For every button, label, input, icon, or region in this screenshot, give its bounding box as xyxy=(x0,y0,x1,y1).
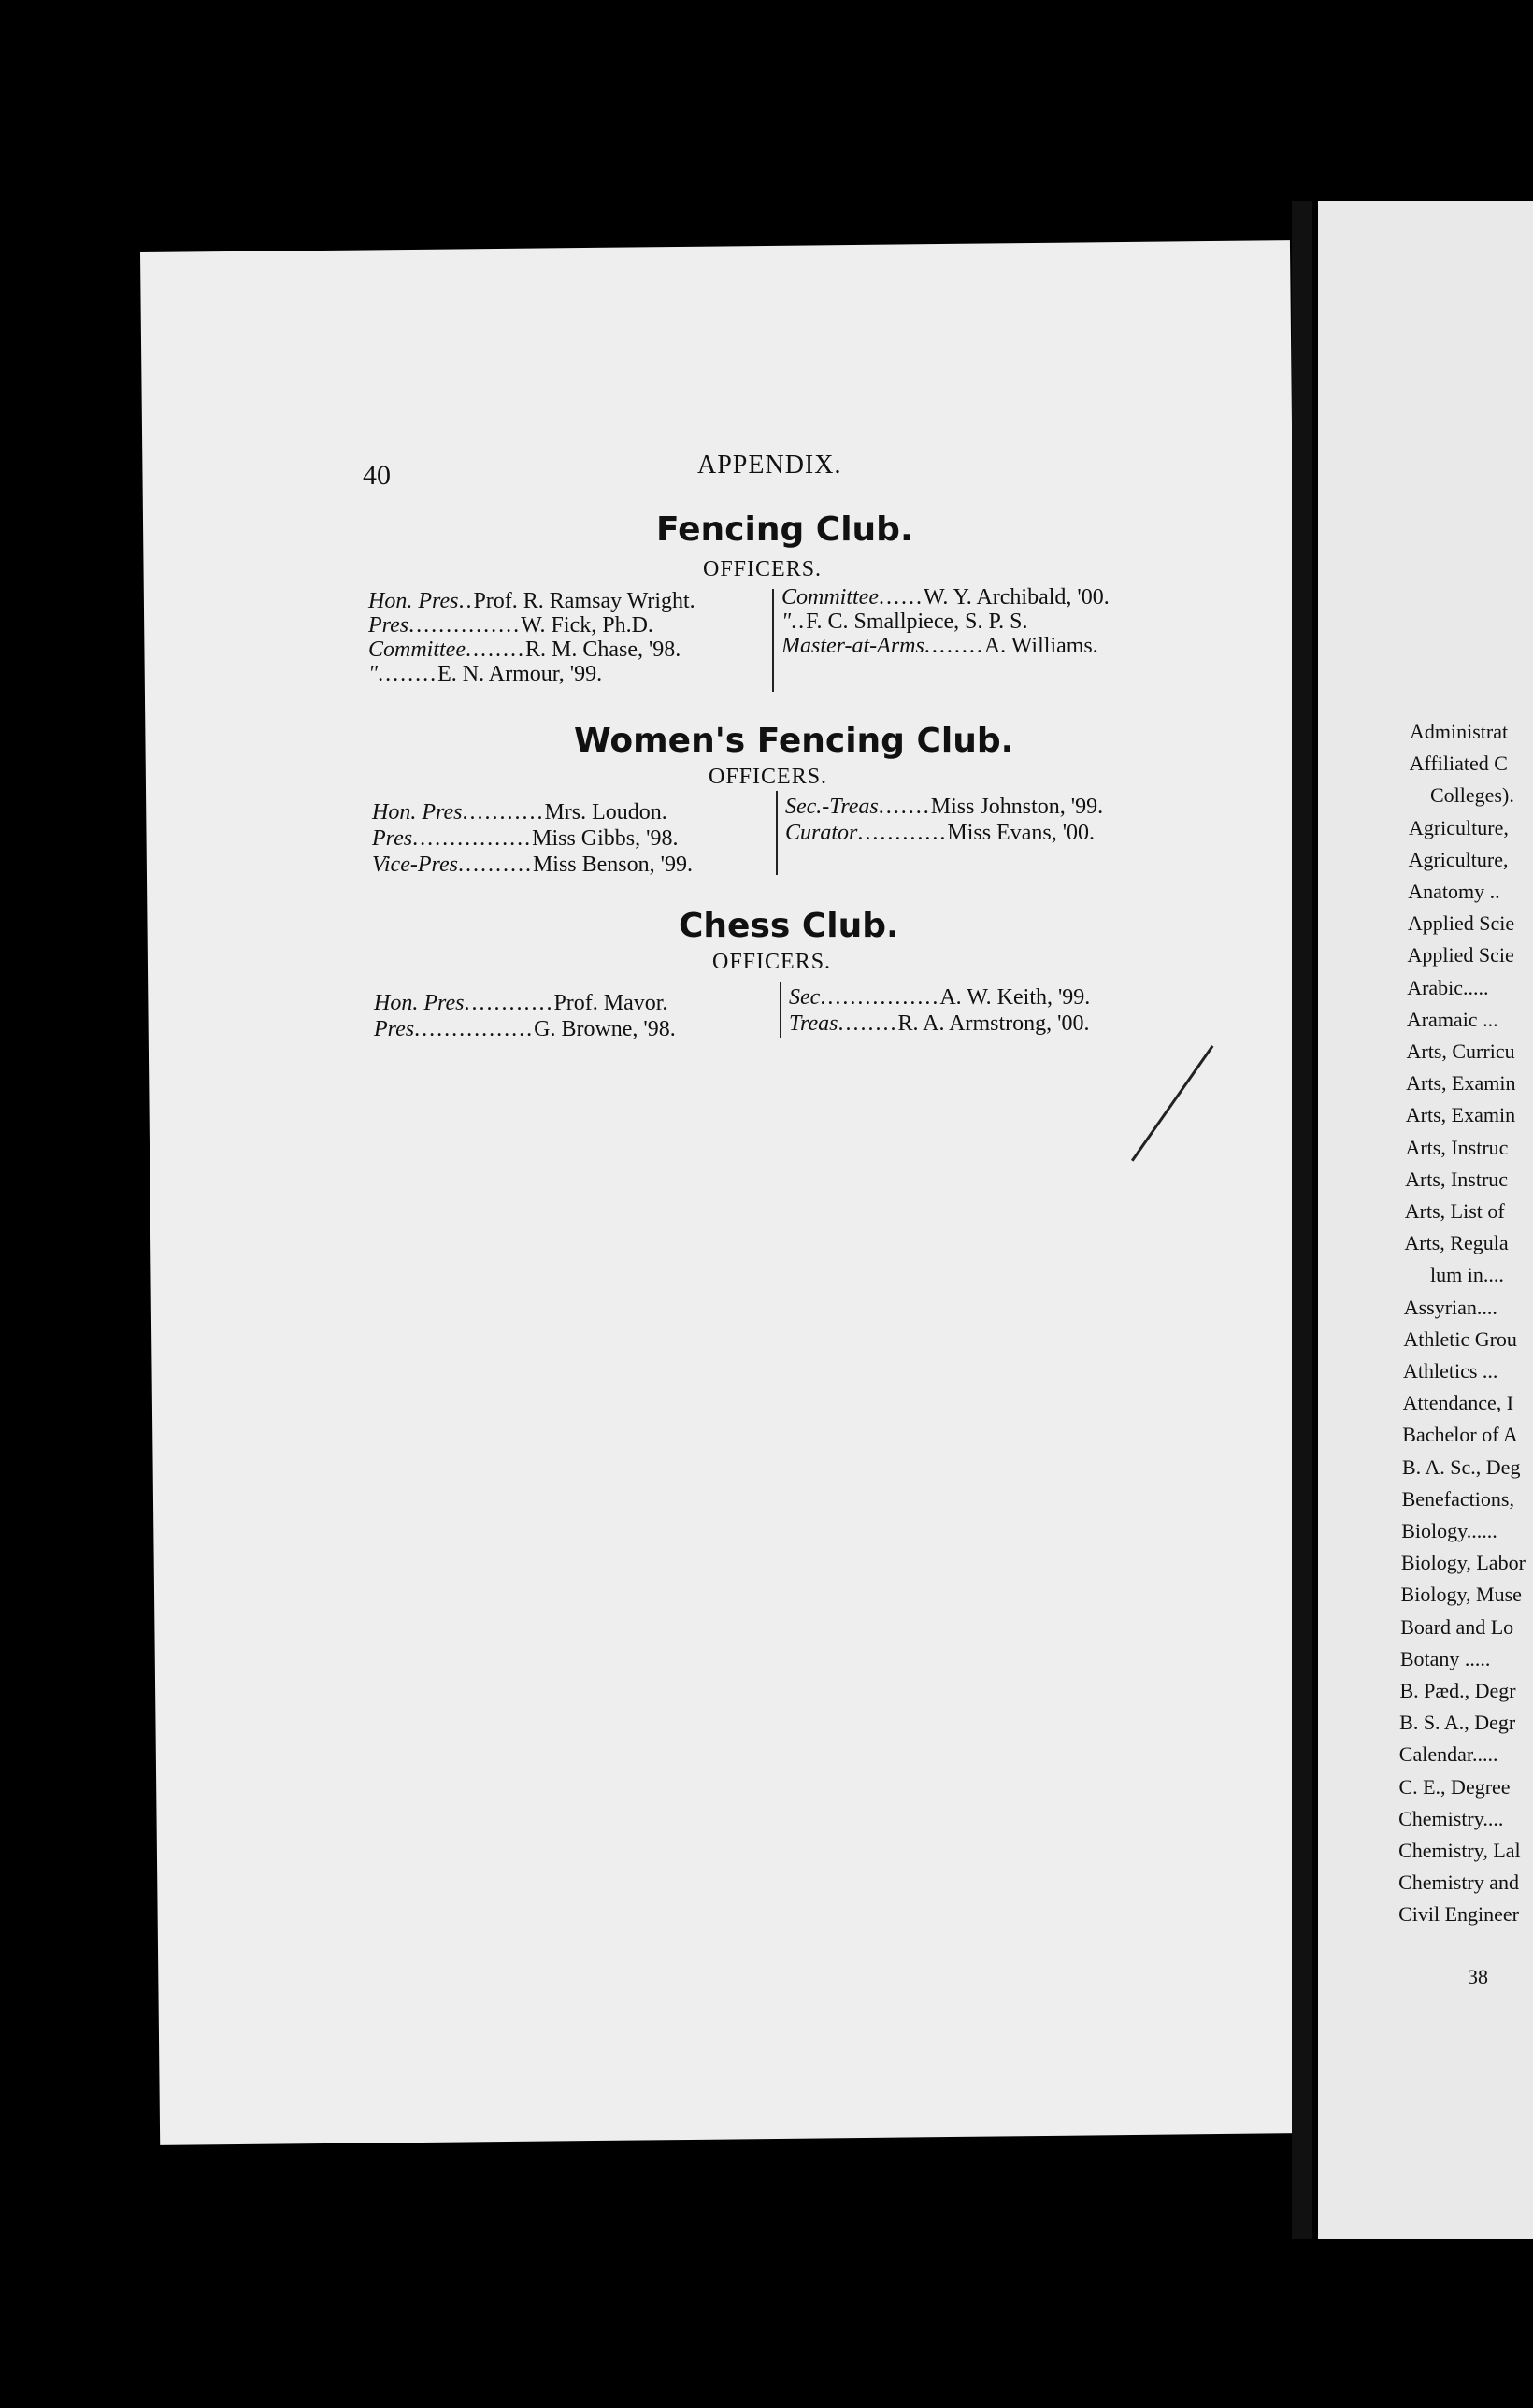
index-item: Arts, Instruc xyxy=(1405,1167,1509,1191)
index-item: B. Pæd., Degr xyxy=(1399,1679,1516,1702)
index-item: Arts, Examin xyxy=(1405,1103,1516,1127)
index-item: Anatomy .. xyxy=(1408,880,1500,903)
womens-left-row xyxy=(372,826,678,852)
dot-leader: ............ xyxy=(464,991,554,1015)
index-item: Attendance, I xyxy=(1402,1391,1514,1415)
dot-leader: ............... xyxy=(408,613,522,638)
index-item: Applied Scie xyxy=(1407,911,1515,936)
index-item: Bachelor of A xyxy=(1402,1423,1518,1447)
fencing-club-title: Fencing Club. xyxy=(656,510,913,549)
index-item: Assyrian.... xyxy=(1403,1295,1497,1319)
officer-name: Miss Evans, '00. xyxy=(947,821,1096,845)
index-item: Affiliated C xyxy=(1409,752,1508,776)
womens-officers-heading: OFFICERS. xyxy=(709,765,828,789)
running-head: APPENDIX. xyxy=(697,451,842,480)
index-item: Arts, Curricu xyxy=(1406,1039,1515,1063)
womens-fencing-club-title: Women's Fencing Club. xyxy=(574,722,1014,760)
role-label: " xyxy=(368,662,379,686)
index-item: Applied Scie xyxy=(1407,943,1514,968)
index-item: Board and Lo xyxy=(1400,1614,1514,1639)
book-spine xyxy=(1292,201,1312,2239)
right-page-number: 38 xyxy=(1468,1965,1488,1988)
chess-right-row xyxy=(789,1011,1089,1037)
index-item: Benefactions, xyxy=(1401,1486,1514,1511)
officer-name: R. A. Armstrong, '00. xyxy=(897,1011,1090,1036)
role-label: Vice-Pres xyxy=(372,853,458,877)
chess-right-row xyxy=(789,985,1090,1010)
role-label: Hon. Pres xyxy=(374,991,465,1015)
fencing-left-row xyxy=(368,638,681,663)
officer-name: A. W. Keith, '99. xyxy=(939,985,1091,1010)
role-label: Committee xyxy=(781,585,879,609)
index-item: lum in.... xyxy=(1430,1263,1504,1287)
chess-left-row xyxy=(374,991,667,1016)
officer-name: W. Fick, Ph.D. xyxy=(521,613,653,638)
index-item: Biology, Muse xyxy=(1400,1583,1522,1607)
role-label: Hon. Pres xyxy=(368,589,459,613)
officer-name: Mrs. Loudon. xyxy=(544,800,667,824)
officer-name: W. Y. Archibald, '00. xyxy=(923,585,1110,609)
role-label: Pres xyxy=(374,1017,415,1041)
chess-column-divider xyxy=(780,982,781,1038)
fencing-left-row xyxy=(368,662,602,687)
dot-leader: ............ xyxy=(857,821,948,845)
dot-leader: .......... xyxy=(457,853,533,877)
index-item: Botany ..... xyxy=(1399,1646,1491,1670)
index-item: C. E., Degree xyxy=(1398,1774,1511,1799)
dot-leader: ........ xyxy=(465,638,525,662)
index-item: Biology...... xyxy=(1401,1519,1497,1542)
officer-name: E. N. Armour, '99. xyxy=(437,662,603,686)
index-item: Athletics ... xyxy=(1403,1359,1498,1383)
officer-name: G. Browne, '98. xyxy=(534,1017,676,1041)
index-item: Arts, Examin xyxy=(1406,1071,1516,1096)
fencing-column-divider xyxy=(772,589,774,692)
index-item: Colleges). xyxy=(1430,783,1514,808)
role-label: " xyxy=(781,609,792,634)
role-label: Curator xyxy=(785,821,858,845)
womens-left-row xyxy=(372,853,693,878)
officer-name: A. Williams. xyxy=(983,634,1098,658)
index-item: Chemistry and xyxy=(1398,1870,1520,1895)
dot-leader: ........ xyxy=(378,662,438,686)
dot-leader: ................ xyxy=(414,1017,535,1041)
dot-leader: ........ xyxy=(924,634,984,658)
dot-leader: ................ xyxy=(820,985,940,1010)
index-item: B. S. A., Degr xyxy=(1399,1711,1516,1735)
officer-name: Miss Gibbs, '98. xyxy=(532,826,679,851)
chess-club-title: Chess Club. xyxy=(679,907,899,945)
index-item: Biology, Labor xyxy=(1400,1551,1526,1575)
role-label: Pres xyxy=(368,613,409,638)
index-item: Administrat xyxy=(1410,720,1509,743)
womens-right-row xyxy=(785,795,1103,820)
officer-name: R. M. Chase, '98. xyxy=(524,638,681,662)
officer-name: Prof. R. Ramsay Wright. xyxy=(473,589,695,613)
index-item: Aramaic ... xyxy=(1406,1007,1498,1031)
index-item: Athletic Grou xyxy=(1403,1326,1517,1351)
fencing-left-row xyxy=(368,589,695,614)
index-item: Chemistry, Lal xyxy=(1398,1839,1521,1862)
role-label: Sec.-Treas xyxy=(785,795,879,819)
officer-name: Miss Johnston, '99. xyxy=(930,795,1104,819)
role-label: Master-at-Arms xyxy=(781,634,924,658)
dot-leader: ........ xyxy=(838,1011,898,1036)
dot-leader: ................ xyxy=(412,826,533,851)
fencing-right-row xyxy=(781,585,1110,610)
dot-leader: .. xyxy=(791,609,807,634)
index-item: B. A. Sc., Deg xyxy=(1401,1455,1521,1479)
womens-right-row xyxy=(785,821,1095,846)
officer-name: F. C. Smallpiece, S. P. S. xyxy=(806,609,1028,634)
index-item: Arts, Regula xyxy=(1404,1231,1509,1255)
fencing-officers-heading: OFFICERS. xyxy=(703,557,823,581)
dot-leader: ........... xyxy=(462,800,545,824)
role-label: Committee xyxy=(368,638,466,662)
dot-leader: .. xyxy=(458,589,474,613)
chess-officers-heading: OFFICERS. xyxy=(712,950,832,974)
womens-left-row xyxy=(372,800,667,825)
officer-name: Prof. Mavor. xyxy=(553,991,668,1015)
womens-column-divider xyxy=(776,791,778,875)
index-item: Arts, Instruc xyxy=(1405,1135,1509,1159)
index-item: Arabic..... xyxy=(1407,975,1489,999)
fencing-right-row xyxy=(781,609,1028,635)
page-number: 40 xyxy=(363,460,391,491)
chess-left-row xyxy=(374,1017,676,1042)
role-label: Pres xyxy=(372,826,413,851)
index-item: Agriculture, xyxy=(1408,815,1509,839)
officer-name: Miss Benson, '99. xyxy=(532,853,693,877)
role-label: Treas xyxy=(789,1011,838,1036)
index-item: Civil Engineer xyxy=(1398,1902,1520,1927)
dot-leader: ....... xyxy=(878,795,931,819)
index-item: Arts, List of xyxy=(1404,1199,1505,1223)
index-item: Calendar..... xyxy=(1398,1742,1498,1767)
role-label: Hon. Pres xyxy=(372,800,463,824)
dot-leader: ...... xyxy=(878,585,924,609)
index-item: Chemistry.... xyxy=(1398,1806,1504,1830)
index-item: Agriculture, xyxy=(1408,847,1509,871)
fencing-left-row xyxy=(368,613,653,638)
role-label: Sec xyxy=(789,985,821,1010)
fencing-right-row xyxy=(781,634,1098,659)
